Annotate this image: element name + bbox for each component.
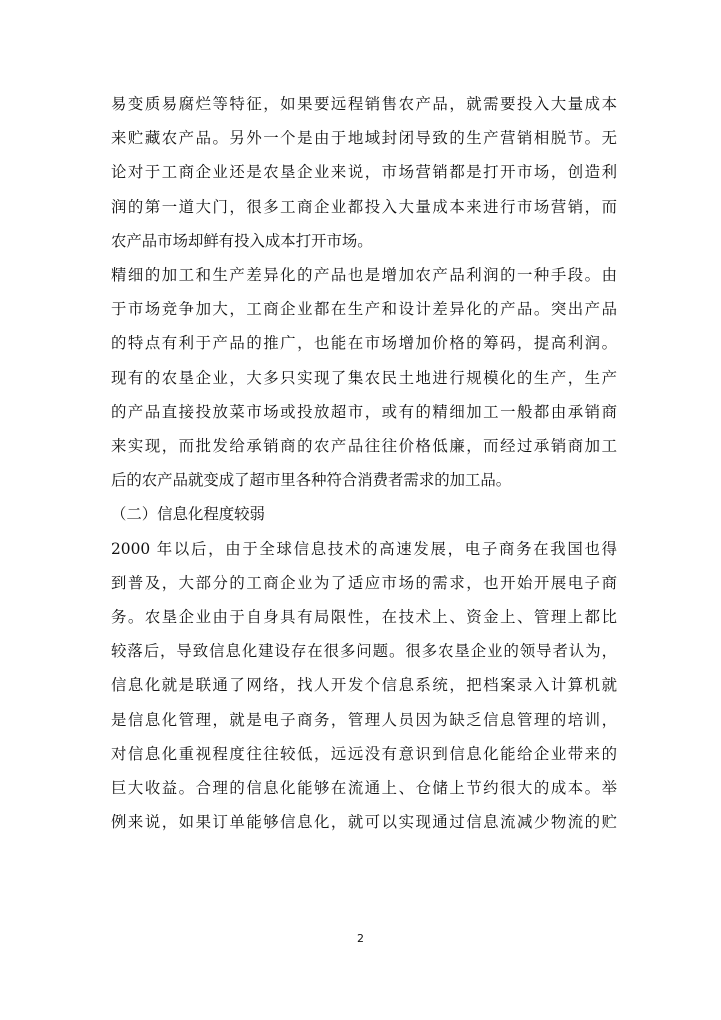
page-number: 2: [357, 932, 364, 945]
text-line: 的产品直接投放菜市场或投放超市，或有的精细加工一般都由承销商: [111, 402, 617, 421]
text-line: 后的农产品就变成了超市里各种符合消费者需求的加工品。: [111, 471, 512, 490]
text-line: 现有的农垦企业，大多只实现了集农民土地进行规模化的生产，生产: [111, 368, 617, 387]
text-line: 2000 年以后，由于全球信息技术的高速发展，电子商务在我国也得: [111, 539, 617, 558]
text-line: 信息化就是联通了网络，找人开发个信息系统，把档案录入计算机就: [111, 676, 617, 695]
text-line: 是信息化管理，就是电子商务，管理人员因为缺乏信息管理的培训，: [111, 710, 617, 729]
text-line: 来贮藏农产品。另外一个是由于地域封闭导致的生产营销相脱节。无: [111, 129, 617, 148]
text-line: 论对于工商企业还是农垦企业来说，市场营销都是打开市场，创造利: [111, 163, 617, 182]
text-line: 巨大收益。合理的信息化能够在流通上、仓储上节约很大的成本。举: [111, 779, 617, 797]
text-line: 农产品市场却鲜有投入成本打开市场。: [111, 231, 373, 250]
text-line: 易变质易腐烂等特征，如果要远程销售农产品，就需要投入大量成本: [111, 95, 617, 113]
text-line: 较落后，导致信息化建设存在很多问题。很多农垦企业的领导者认为，: [111, 642, 617, 661]
text-line: 例来说，如果订单能够信息化，就可以实现通过信息流减少物流的贮: [111, 813, 617, 832]
text-line: 于市场竞争加大，工商企业都在生产和设计差异化的产品。突出产品: [111, 300, 617, 319]
text-line: 对信息化重视程度往往较低，远远没有意识到信息化能给企业带来的: [111, 744, 617, 763]
text-line: 来实现，而批发给承销商的农产品往往价格低廉，而经过承销商加工: [111, 437, 617, 455]
text-line: 精细的加工和生产差异化的产品也是增加农产品利润的一种手段。由: [111, 266, 617, 284]
text-line: 润的第一道大门，很多工商企业都投入大量成本来进行市场营销，而: [111, 197, 617, 216]
text-line: 务。农垦企业由于自身具有局限性，在技术上、资金上、管理上都比: [111, 608, 617, 626]
section-heading: （二）信息化程度较弱: [111, 505, 265, 524]
text-line: 到普及，大部分的工商企业为了适应市场的需求，也开始开展电子商: [111, 573, 617, 592]
text-line: 的特点有利于产品的推广，也能在市场增加价格的筹码，提高利润。: [111, 334, 617, 353]
